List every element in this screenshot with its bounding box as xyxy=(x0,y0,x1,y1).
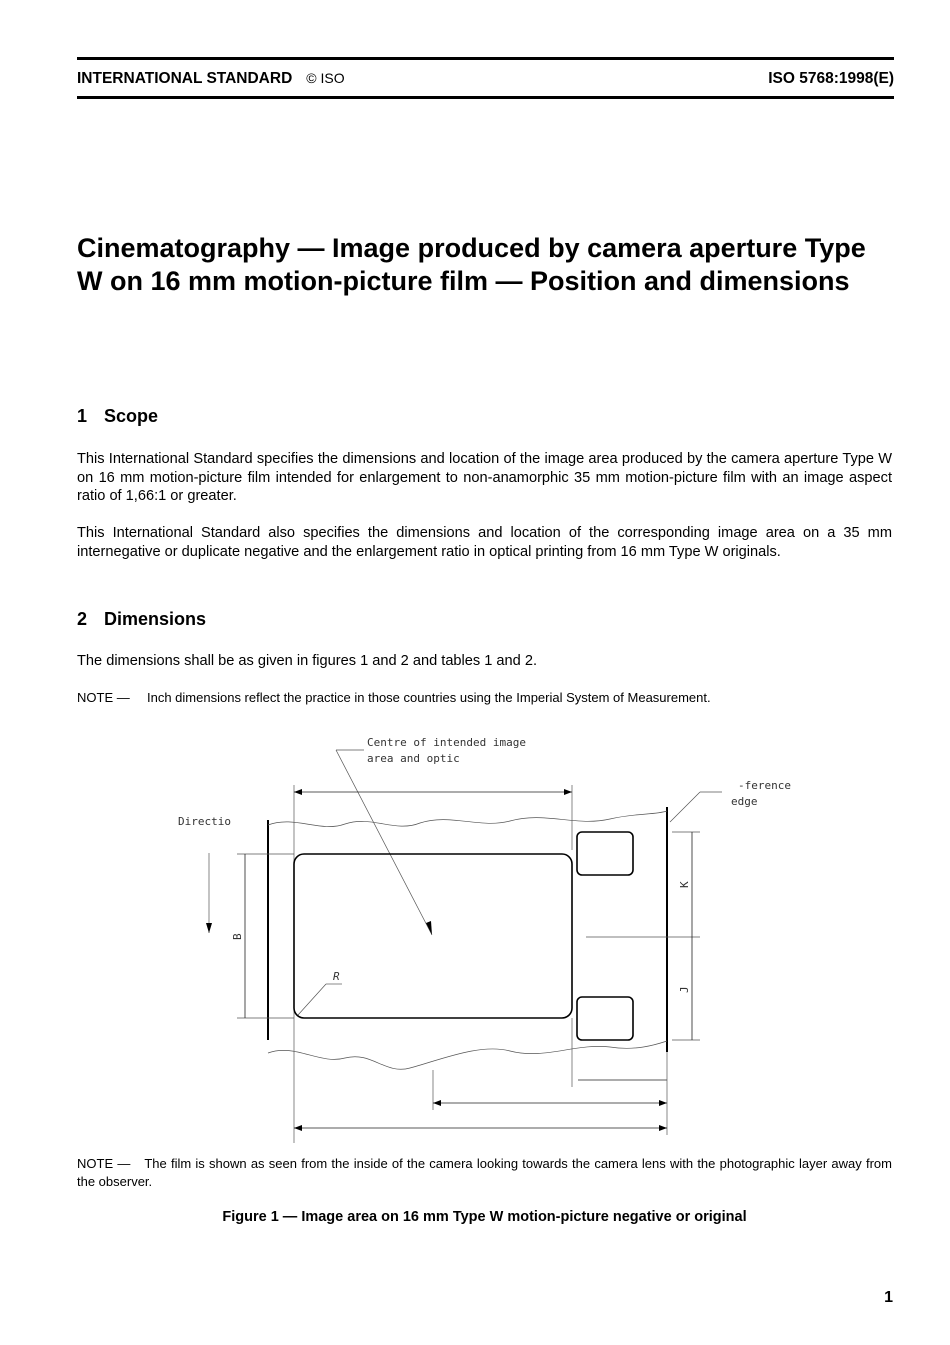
centre-arrowhead xyxy=(426,921,432,935)
reference-leader xyxy=(670,792,700,822)
section-number: 2 xyxy=(77,609,88,629)
header-rule-bottom xyxy=(77,96,894,99)
section-title: Dimensions xyxy=(104,609,207,629)
section-heading-scope xyxy=(77,406,158,427)
reference-label-line1: -ference xyxy=(738,779,791,792)
reference-label-line2: edge xyxy=(731,795,758,808)
figure-note xyxy=(77,1155,892,1191)
k-dimension-label: K xyxy=(678,881,691,888)
centre-dim-arrow-left xyxy=(433,1100,441,1106)
dimensions-note xyxy=(77,689,892,707)
image-area xyxy=(294,854,572,1018)
overall-arrow-left xyxy=(294,1125,302,1131)
figure-note-label: NOTE — xyxy=(77,1156,131,1171)
overall-arrow-right xyxy=(659,1125,667,1131)
direction-arrowhead xyxy=(206,923,212,933)
centre-dim-arrow-right xyxy=(659,1100,667,1106)
figure-1-drawing xyxy=(0,725,950,1145)
perforation-top xyxy=(577,832,633,875)
r-dimension-label: R xyxy=(333,970,340,983)
film-break-bottom xyxy=(268,1041,667,1069)
section-number: 1 xyxy=(77,406,88,426)
section-title: Scope xyxy=(104,406,159,426)
centre-leader-arrow xyxy=(336,750,432,935)
j-dimension-label: J xyxy=(678,986,691,993)
header-standard-id: ISO 5768:1998(E) xyxy=(768,70,894,87)
page-number: 1 xyxy=(884,1289,893,1306)
centre-label-line1: Centre of intended image xyxy=(367,736,526,749)
b-dimension-label: B xyxy=(231,933,244,940)
r-leader xyxy=(298,984,326,1015)
note-label: NOTE — xyxy=(77,690,130,705)
header-copyright: © ISO xyxy=(306,70,345,86)
top-dim-arrow-right xyxy=(564,789,572,795)
dimensions-paragraph: The dimensions shall be as given in figures 1 and 2 and tables 1 and 2. xyxy=(77,653,538,669)
figure-note-text: The film is shown as seen from the inside of the camera looking towards the camera lens with the photographic layer away from the observer. xyxy=(77,1156,892,1189)
perforation-bottom xyxy=(577,997,633,1040)
top-dim-arrow-left xyxy=(294,789,302,795)
section-heading-dimensions xyxy=(77,609,206,630)
direction-label: Directio xyxy=(178,815,231,828)
header-left xyxy=(77,70,345,88)
note-text: Inch dimensions reflect the practice in those countries using the Imperial System of Measurement. xyxy=(147,690,711,705)
scope-paragraph-2: This International Standard also specifies the dimensions and location of the corresponding image area on a 35 mm internegative or duplicate negative and the enlargement ratio in optical printing from 16 mm Type W originals. xyxy=(77,525,892,560)
document-title: Cinematography — Image produced by camera aperture Type W on 16 mm motion-picture film — Position and dimensions xyxy=(77,233,866,296)
header-rule-top xyxy=(77,57,894,60)
figure-caption: Figure 1 — Image area on 16 mm Type W motion-picture negative or original xyxy=(222,1209,747,1225)
centre-label-line2: area and optic xyxy=(367,752,460,765)
scope-paragraph-1: This International Standard specifies the dimensions and location of the image area produced by the camera aperture Type W on 16 mm motion-picture film intended for enlargement to non-anamorphic 35 mm motion-picture film with an image aspect ratio of 1,66:1 or greater. xyxy=(77,451,892,504)
header-standard-label: INTERNATIONAL STANDARD xyxy=(77,70,293,87)
film-break-top xyxy=(268,811,667,827)
